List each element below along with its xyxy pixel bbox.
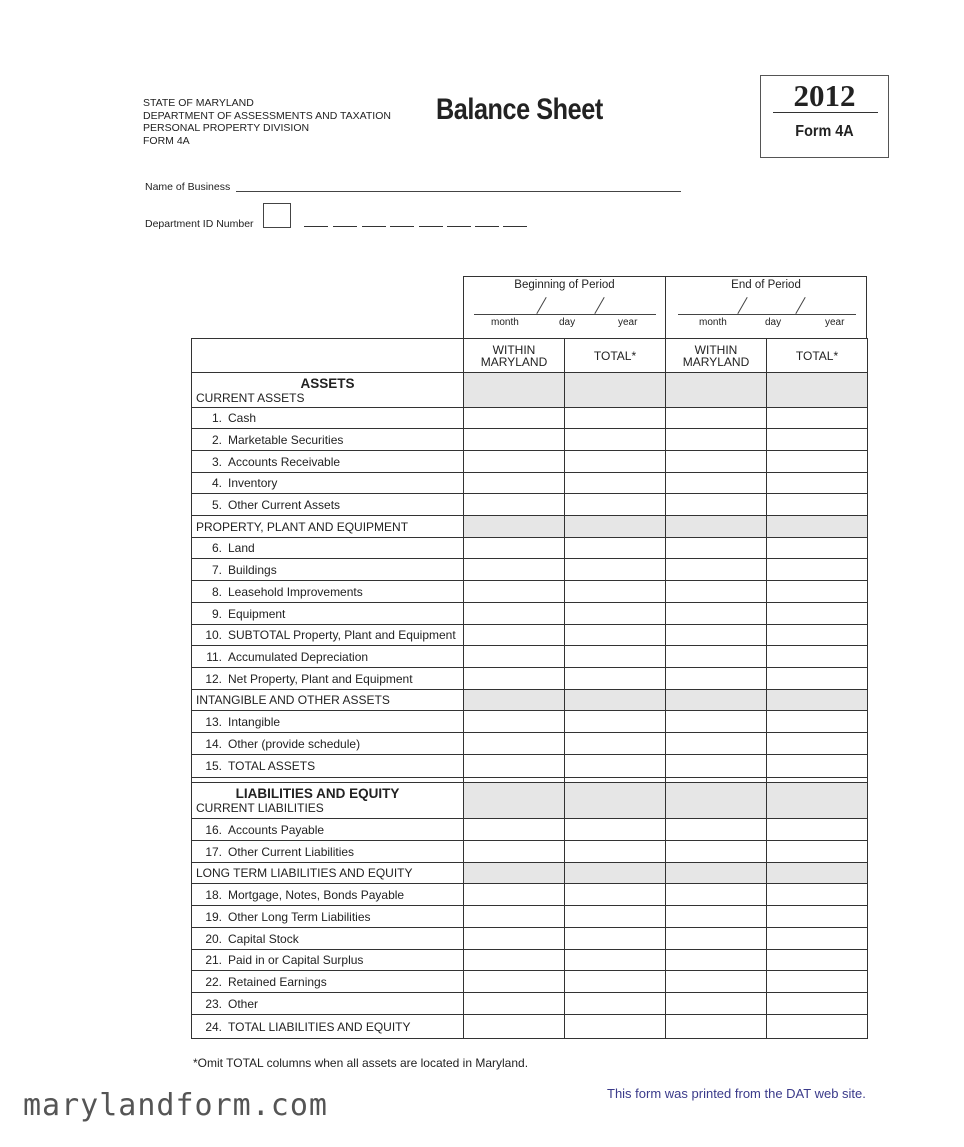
line-item-row xyxy=(192,473,868,494)
amount-input-cell[interactable] xyxy=(767,993,868,1015)
line-label: Intangible xyxy=(228,714,281,729)
within-text: WITHIN xyxy=(694,342,738,357)
row-label-cell xyxy=(192,538,464,559)
amount-input-cell[interactable] xyxy=(565,668,666,690)
line-item-row xyxy=(192,668,868,690)
amount-input-cell[interactable] xyxy=(464,408,565,429)
amount-blank-cell xyxy=(666,373,767,408)
business-name-label: Name of Business xyxy=(145,181,231,193)
amount-input-cell[interactable] xyxy=(464,906,565,928)
row-label-cell xyxy=(192,755,464,778)
agency-line: PERSONAL PROPERTY DIVISION xyxy=(143,122,310,135)
line-label: Land xyxy=(228,541,255,555)
amount-input-cell[interactable] xyxy=(565,841,666,863)
line-item-row xyxy=(192,408,868,429)
line-number: 6. xyxy=(211,541,222,555)
amount-input-cell[interactable] xyxy=(767,581,868,603)
amount-input-cell[interactable] xyxy=(464,819,565,841)
line-number: 10. xyxy=(205,628,222,642)
amount-input-cell[interactable] xyxy=(666,408,767,429)
amount-input-cell[interactable] xyxy=(464,1015,565,1039)
agency-line: FORM 4A xyxy=(143,134,190,147)
row-label-cell xyxy=(192,711,464,733)
amount-input-cell[interactable] xyxy=(666,733,767,755)
amount-input-cell[interactable] xyxy=(666,884,767,906)
end-date-field[interactable] xyxy=(678,314,856,315)
line-item-row xyxy=(192,559,868,581)
amount-input-cell[interactable] xyxy=(565,494,666,516)
amount-blank-cell xyxy=(767,516,868,538)
current-assets-heading: CURRENT ASSETS xyxy=(196,390,305,405)
line-item-row xyxy=(192,928,868,950)
within-text: WITHIN xyxy=(492,342,536,357)
form-number: Form 4A xyxy=(795,123,854,140)
line-item-row xyxy=(192,451,868,473)
line-number: 14. xyxy=(205,736,222,751)
line-number: 7. xyxy=(211,562,222,577)
amount-input-cell[interactable] xyxy=(666,950,767,971)
col-header-end-within xyxy=(666,339,767,373)
line-label: Other Long Term Liabilities xyxy=(228,909,371,924)
row-label-cell xyxy=(192,603,464,625)
business-name-field[interactable] xyxy=(236,191,681,192)
line-item-row xyxy=(192,906,868,928)
page-title: Balance Sheet xyxy=(436,93,603,126)
beginning-period-title: Beginning of Period xyxy=(514,279,615,291)
amount-input-cell[interactable] xyxy=(767,473,868,494)
amount-input-cell[interactable] xyxy=(565,884,666,906)
amount-input-cell[interactable] xyxy=(464,581,565,603)
line-label: Retained Earnings xyxy=(228,974,327,989)
amount-input-cell[interactable] xyxy=(565,538,666,559)
amount-input-cell[interactable] xyxy=(767,625,868,646)
amount-input-cell[interactable] xyxy=(464,429,565,451)
line-number: 9. xyxy=(211,606,222,621)
agency-line: DEPARTMENT OF ASSESSMENTS AND TAXATION xyxy=(143,109,391,122)
assets-heading: ASSETS xyxy=(300,375,355,391)
amount-input-cell[interactable] xyxy=(565,581,666,603)
beginning-date-field[interactable] xyxy=(474,314,656,315)
line-number: 11. xyxy=(206,649,222,664)
section-heading: PROPERTY, PLANT AND EQUIPMENT xyxy=(196,519,409,534)
line-item-row xyxy=(192,538,868,559)
line-item-row xyxy=(192,971,868,993)
line-number: 22. xyxy=(205,974,222,989)
amount-input-cell[interactable] xyxy=(666,841,767,863)
year-box xyxy=(760,75,889,158)
amount-input-cell[interactable] xyxy=(767,755,868,778)
amount-input-cell[interactable] xyxy=(464,668,565,690)
year-divider xyxy=(773,112,878,113)
amount-blank-cell xyxy=(464,863,565,884)
blank-header-cell xyxy=(192,339,464,373)
watermark: marylandform.com xyxy=(23,1088,328,1123)
amount-input-cell[interactable] xyxy=(666,494,767,516)
line-label: Accumulated Depreciation xyxy=(228,649,369,664)
line-number: 4. xyxy=(211,476,222,490)
dept-id-digit[interactable] xyxy=(333,226,357,227)
line-item-row xyxy=(192,950,868,971)
row-label-cell xyxy=(192,971,464,993)
amount-input-cell[interactable] xyxy=(565,646,666,668)
agency-header xyxy=(143,97,391,147)
line-item-row xyxy=(192,841,868,863)
year-label: year xyxy=(618,317,638,328)
amount-input-cell[interactable] xyxy=(464,755,565,778)
amount-blank-cell xyxy=(565,863,666,884)
row-label-cell xyxy=(192,863,464,884)
line-label: SUBTOTAL Property, Plant and Equipment xyxy=(228,628,456,642)
amount-input-cell[interactable] xyxy=(666,755,767,778)
amount-input-cell[interactable] xyxy=(464,625,565,646)
amount-input-cell[interactable] xyxy=(767,928,868,950)
amount-input-cell[interactable] xyxy=(464,451,565,473)
line-label: TOTAL ASSETS xyxy=(228,759,316,773)
amount-input-cell[interactable] xyxy=(565,559,666,581)
tax-year: 2012 xyxy=(793,78,856,113)
amount-blank-cell xyxy=(565,373,666,408)
date-slash xyxy=(795,297,805,314)
amount-input-cell[interactable] xyxy=(767,841,868,863)
amount-blank-cell xyxy=(565,690,666,711)
amount-input-cell[interactable] xyxy=(767,559,868,581)
line-number: 16. xyxy=(205,822,222,837)
row-label-cell xyxy=(192,668,464,690)
line-item-row xyxy=(192,819,868,841)
line-item-row xyxy=(192,884,868,906)
amount-blank-cell xyxy=(565,516,666,538)
beginning-period-box xyxy=(463,276,666,339)
amount-blank-cell xyxy=(464,783,565,819)
amount-blank-cell xyxy=(666,863,767,884)
amount-input-cell[interactable] xyxy=(464,971,565,993)
line-label: Other xyxy=(228,996,259,1011)
amount-blank-cell xyxy=(767,863,868,884)
section-heading: LONG TERM LIABILITIES AND EQUITY xyxy=(196,866,413,880)
line-number: 3. xyxy=(211,454,222,469)
line-label: Net Property, Plant and Equipment xyxy=(228,671,413,686)
line-label: Accounts Receivable xyxy=(228,454,341,469)
line-label: Other (provide schedule) xyxy=(228,736,361,751)
section-row xyxy=(192,690,868,711)
line-item-row xyxy=(192,733,868,755)
amount-input-cell[interactable] xyxy=(565,950,666,971)
amount-input-cell[interactable] xyxy=(767,819,868,841)
current-liabilities-heading: CURRENT LIABILITIES xyxy=(196,801,324,815)
amount-input-cell[interactable] xyxy=(666,538,767,559)
amount-input-cell[interactable] xyxy=(666,559,767,581)
dept-id-prefix-base xyxy=(263,227,291,228)
row-label-cell xyxy=(192,1015,464,1039)
amount-input-cell[interactable] xyxy=(666,1015,767,1039)
section-heading: INTANGIBLE AND OTHER ASSETS xyxy=(196,693,390,707)
amount-input-cell[interactable] xyxy=(565,429,666,451)
row-label-cell xyxy=(192,625,464,646)
dept-id-digit[interactable] xyxy=(419,226,443,227)
amount-input-cell[interactable] xyxy=(767,950,868,971)
amount-input-cell[interactable] xyxy=(565,473,666,494)
date-slash xyxy=(737,297,747,314)
amount-input-cell[interactable] xyxy=(767,1015,868,1039)
amount-input-cell[interactable] xyxy=(767,733,868,755)
amount-blank-cell xyxy=(767,783,868,819)
amount-input-cell[interactable] xyxy=(666,711,767,733)
amount-input-cell[interactable] xyxy=(464,841,565,863)
row-label-cell xyxy=(192,559,464,581)
line-item-row xyxy=(192,581,868,603)
dept-id-prefix-box[interactable] xyxy=(263,203,291,227)
row-label-cell xyxy=(192,494,464,516)
amount-input-cell[interactable] xyxy=(767,646,868,668)
row-label-cell xyxy=(192,733,464,755)
line-number: 15. xyxy=(205,759,222,773)
amount-input-cell[interactable] xyxy=(464,494,565,516)
amount-input-cell[interactable] xyxy=(767,429,868,451)
amount-input-cell[interactable] xyxy=(565,625,666,646)
line-label: Buildings xyxy=(228,562,277,577)
row-label-cell xyxy=(192,993,464,1015)
day-label: day xyxy=(765,317,782,328)
amount-input-cell[interactable] xyxy=(767,538,868,559)
line-label: Leasehold Improvements xyxy=(228,584,363,599)
amount-input-cell[interactable] xyxy=(666,625,767,646)
printed-note: This form was printed from the DAT web site. xyxy=(607,1086,866,1101)
group-header-row xyxy=(192,373,868,408)
amount-input-cell[interactable] xyxy=(464,646,565,668)
amount-input-cell[interactable] xyxy=(767,884,868,906)
row-label-cell xyxy=(192,429,464,451)
amount-input-cell[interactable] xyxy=(666,971,767,993)
line-item-row xyxy=(192,1015,868,1039)
row-label-cell xyxy=(192,581,464,603)
amount-input-cell[interactable] xyxy=(767,494,868,516)
liabilities-heading: LIABILITIES AND EQUITY xyxy=(235,786,400,801)
line-label: Other Current Assets xyxy=(228,497,341,512)
col-header-begin-total: TOTAL* xyxy=(565,339,666,373)
amount-input-cell[interactable] xyxy=(767,603,868,625)
line-label: Cash xyxy=(228,411,257,425)
line-item-row xyxy=(192,646,868,668)
line-number: 23. xyxy=(205,996,222,1011)
end-period-title: End of Period xyxy=(731,279,801,291)
date-slash xyxy=(594,297,604,314)
row-label-cell xyxy=(192,516,464,538)
dept-id-digit[interactable] xyxy=(503,226,527,227)
year-label: year xyxy=(825,317,845,328)
amount-blank-cell xyxy=(464,373,565,408)
line-label: Inventory xyxy=(228,476,278,490)
line-label: Mortgage, Notes, Bonds Payable xyxy=(228,887,405,902)
row-label-cell xyxy=(192,819,464,841)
amount-input-cell[interactable] xyxy=(666,906,767,928)
col-header-end-total: TOTAL* xyxy=(767,339,868,373)
dept-id-digit[interactable] xyxy=(390,226,414,227)
amount-input-cell[interactable] xyxy=(666,668,767,690)
amount-blank-cell xyxy=(767,690,868,711)
row-label-cell xyxy=(192,373,464,408)
line-label: Marketable Securities xyxy=(228,432,344,447)
amount-input-cell[interactable] xyxy=(666,581,767,603)
amount-blank-cell xyxy=(666,783,767,819)
line-label: Accounts Payable xyxy=(228,822,325,837)
row-label-cell xyxy=(192,841,464,863)
row-label-cell xyxy=(192,408,464,429)
line-number: 13. xyxy=(205,714,222,729)
amount-input-cell[interactable] xyxy=(666,993,767,1015)
maryland-text: MARYLAND xyxy=(682,354,750,369)
line-number: 2. xyxy=(211,432,222,447)
line-number: 19. xyxy=(205,909,222,924)
row-label-cell xyxy=(192,783,464,819)
amount-input-cell[interactable] xyxy=(565,711,666,733)
group-header-row xyxy=(192,783,868,819)
dept-id-digit[interactable] xyxy=(304,226,328,227)
line-number: 20. xyxy=(205,931,222,946)
dept-id-label: Department ID Number xyxy=(145,218,254,230)
line-number: 1. xyxy=(211,411,222,425)
column-header-row xyxy=(192,339,868,373)
amount-input-cell[interactable] xyxy=(464,711,565,733)
row-label-cell xyxy=(192,451,464,473)
date-slash xyxy=(536,297,546,314)
amount-input-cell[interactable] xyxy=(464,884,565,906)
balance-sheet-table xyxy=(191,338,868,1039)
dept-id-digit[interactable] xyxy=(447,226,471,227)
amount-input-cell[interactable] xyxy=(767,711,868,733)
row-label-cell xyxy=(192,646,464,668)
row-label-cell xyxy=(192,928,464,950)
line-label: Other Current Liabilities xyxy=(228,844,355,859)
amount-input-cell[interactable] xyxy=(464,993,565,1015)
end-period-box xyxy=(665,276,867,339)
amount-blank-cell xyxy=(464,690,565,711)
amount-input-cell[interactable] xyxy=(565,1015,666,1039)
amount-input-cell[interactable] xyxy=(565,603,666,625)
amount-input-cell[interactable] xyxy=(767,971,868,993)
line-item-row xyxy=(192,755,868,778)
line-item-row xyxy=(192,603,868,625)
amount-input-cell[interactable] xyxy=(464,559,565,581)
line-label: TOTAL LIABILITIES AND EQUITY xyxy=(228,1019,411,1034)
amount-input-cell[interactable] xyxy=(666,473,767,494)
amount-input-cell[interactable] xyxy=(767,668,868,690)
amount-input-cell[interactable] xyxy=(565,451,666,473)
amount-input-cell[interactable] xyxy=(565,993,666,1015)
amount-input-cell[interactable] xyxy=(565,819,666,841)
amount-input-cell[interactable] xyxy=(666,928,767,950)
line-label: Equipment xyxy=(228,606,286,621)
section-row xyxy=(192,516,868,538)
line-number: 12. xyxy=(205,671,222,686)
amount-input-cell[interactable] xyxy=(666,603,767,625)
amount-blank-cell xyxy=(767,373,868,408)
amount-input-cell[interactable] xyxy=(565,906,666,928)
line-number: 18. xyxy=(205,887,222,902)
line-item-row xyxy=(192,625,868,646)
section-row xyxy=(192,863,868,884)
line-number: 17. xyxy=(205,844,222,859)
line-item-row xyxy=(192,429,868,451)
amount-blank-cell xyxy=(565,783,666,819)
line-number: 24. xyxy=(205,1019,222,1034)
amount-input-cell[interactable] xyxy=(666,429,767,451)
maryland-text: MARYLAND xyxy=(480,354,548,369)
amount-input-cell[interactable] xyxy=(666,819,767,841)
amount-blank-cell xyxy=(666,690,767,711)
footnote: *Omit TOTAL columns when all assets are located in Maryland. xyxy=(193,1056,529,1070)
line-number: 5. xyxy=(211,497,222,512)
line-item-row xyxy=(192,993,868,1015)
row-label-cell xyxy=(192,884,464,906)
amount-input-cell[interactable] xyxy=(464,538,565,559)
amount-blank-cell xyxy=(666,516,767,538)
line-item-row xyxy=(192,494,868,516)
amount-input-cell[interactable] xyxy=(464,733,565,755)
month-label: month xyxy=(699,317,727,328)
month-label: month xyxy=(491,317,519,328)
row-label-cell xyxy=(192,473,464,494)
amount-input-cell[interactable] xyxy=(464,603,565,625)
dept-id-digit[interactable] xyxy=(362,226,386,227)
dept-id-digit[interactable] xyxy=(475,226,499,227)
amount-input-cell[interactable] xyxy=(565,733,666,755)
line-number: 21. xyxy=(205,953,222,967)
amount-input-cell[interactable] xyxy=(666,451,767,473)
amount-input-cell[interactable] xyxy=(565,971,666,993)
amount-input-cell[interactable] xyxy=(464,950,565,971)
row-label-cell xyxy=(192,950,464,971)
row-label-cell xyxy=(192,906,464,928)
amount-input-cell[interactable] xyxy=(767,906,868,928)
amount-input-cell[interactable] xyxy=(464,473,565,494)
amount-input-cell[interactable] xyxy=(565,928,666,950)
line-label: Capital Stock xyxy=(228,931,299,946)
amount-input-cell[interactable] xyxy=(464,928,565,950)
amount-blank-cell xyxy=(464,516,565,538)
row-label-cell xyxy=(192,690,464,711)
amount-input-cell[interactable] xyxy=(565,408,666,429)
line-number: 8. xyxy=(211,584,222,599)
amount-input-cell[interactable] xyxy=(565,755,666,778)
line-item-row xyxy=(192,711,868,733)
line-label: Paid in or Capital Surplus xyxy=(228,953,364,967)
col-header-begin-within xyxy=(464,339,565,373)
amount-input-cell[interactable] xyxy=(666,646,767,668)
amount-input-cell[interactable] xyxy=(767,408,868,429)
day-label: day xyxy=(559,317,576,328)
amount-input-cell[interactable] xyxy=(767,451,868,473)
agency-line: STATE OF MARYLAND xyxy=(143,97,254,109)
